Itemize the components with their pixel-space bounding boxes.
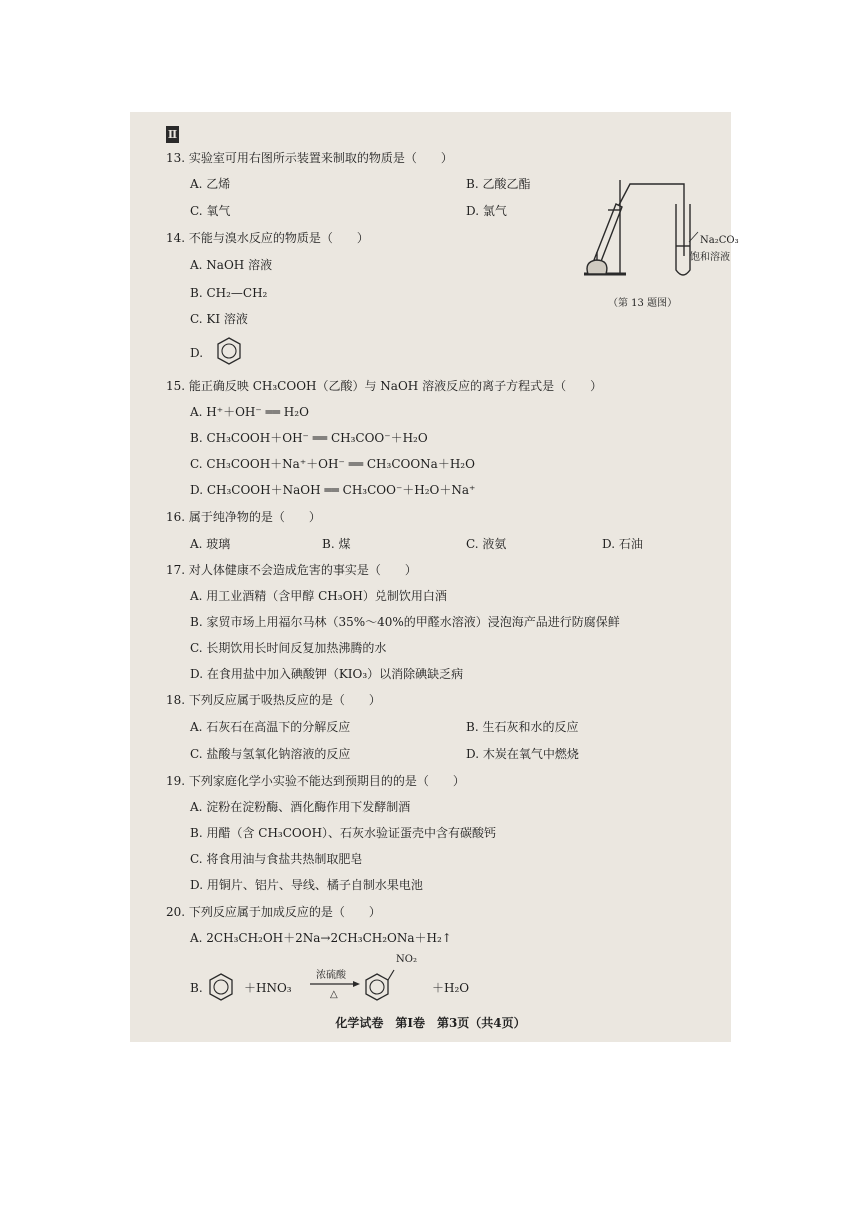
q19-option-a: A. 淀粉在淀粉酶、酒化酶作用下发酵制酒 (190, 800, 411, 814)
q17-option-d: D. 在食用盐中加入碘酸钾（KIO₃）以消除碘缺乏病 (190, 667, 464, 681)
q17-option-b: B. 家贸市场上用福尔马林（35%～40%的甲醛水溶液）浸泡海产品进行防腐保鲜 (190, 615, 620, 629)
figure-caption: （第 13 题图） (608, 298, 678, 309)
q14-option-b: B. CH₂—CH₂ (190, 286, 268, 300)
q19-stem: 19. 下列家庭化学小实验不能达到预期目的的是（ ） (166, 774, 465, 788)
q19-option-b: B. 用醋（含 CH₃COOH）、石灰水验证蛋壳中含有碳酸钙 (190, 826, 497, 840)
apparatus-figure (570, 174, 730, 284)
reaction-condition-top: 浓硫酸 (316, 970, 346, 981)
part-mark: Ⅱ (167, 128, 178, 141)
figure-label-na2co3: Na₂CO₃ (700, 235, 739, 246)
q16-option-d: D. 石油 (602, 537, 643, 551)
q15-option-a: A. H⁺＋OH⁻ ══ H₂O (190, 405, 309, 419)
figure-label-solution: 饱和溶液 (690, 252, 730, 263)
q18-option-d: D. 木炭在氧气中燃烧 (466, 747, 579, 761)
q16-option-b: B. 煤 (322, 537, 351, 551)
q14-stem: 14. 不能与溴水反应的物质是（ ） (166, 231, 369, 245)
q13-option-a: A. 乙烯 (190, 177, 231, 191)
benzene-ring-icon (216, 336, 242, 366)
q18-stem: 18. 下列反应属于吸热反应的是（ ） (166, 693, 381, 707)
q18-option-a: A. 石灰石在高温下的分解反应 (190, 720, 351, 734)
q17-option-a: A. 用工业酒精（含甲醇 CH₃OH）兑制饮用白酒 (190, 589, 447, 603)
q16-stem: 16. 属于纯净物的是（ ） (166, 510, 321, 524)
q15-stem: 15. 能正确反映 CH₃COOH（乙酸）与 NaOH 溶液反应的离子方程式是（ ） (166, 379, 603, 393)
benzene-reactant-icon (208, 972, 234, 1002)
q14-option-a: A. NaOH 溶液 (190, 258, 273, 272)
q18-option-b: B. 生石灰和水的反应 (466, 720, 579, 734)
q15-option-b: B. CH₃COOH＋OH⁻ ══ CH₃COO⁻＋H₂O (190, 431, 428, 445)
q19-option-d: D. 用铜片、铝片、导线、橘子自制水果电池 (190, 878, 423, 892)
q16-option-a: A. 玻璃 (190, 537, 231, 551)
q20-option-b-product: ＋H₂O (432, 981, 470, 995)
q13-option-c: C. 氧气 (190, 204, 231, 218)
q14-option-d: D. (190, 346, 204, 360)
q15-option-c: C. CH₃COOH＋Na⁺＋OH⁻ ══ CH₃COONa＋H₂O (190, 457, 475, 471)
q13-option-b: B. 乙酸乙酯 (466, 177, 531, 191)
reaction-arrow-icon (310, 980, 360, 988)
q20-option-a: A. 2CH₃CH₂OH＋2Na→2CH₃CH₂ONa＋H₂↑ (190, 931, 452, 945)
q20-option-b-reagent: ＋HNO₃ (244, 981, 292, 995)
exam-page (130, 112, 739, 1042)
page-footer: 化学试卷 第Ⅰ卷 第3页（共4页） (335, 1016, 526, 1030)
nitro-group-label: NO₂ (396, 954, 417, 965)
q18-option-c: C. 盐酸与氢氧化钠溶液的反应 (190, 747, 351, 761)
q13-stem: 13. 实验室可用右图所示装置来制取的物质是（ ） (166, 151, 453, 165)
q19-option-c: C. 将食用油与食盐共热制取肥皂 (190, 852, 363, 866)
q14-option-c: C. KI 溶液 (190, 312, 248, 326)
q17-option-c: C. 长期饮用长时间反复加热沸腾的水 (190, 641, 387, 655)
bleed-through (345, 184, 351, 205)
q20-stem: 20. 下列反应属于加成反应的是（ ） (166, 905, 381, 919)
q13-option-d: D. 氯气 (466, 204, 507, 218)
q16-option-c: C. 液氨 (466, 537, 507, 551)
q17-stem: 17. 对人体健康不会造成危害的事实是（ ） (166, 563, 417, 577)
q15-option-d: D. CH₃COOH＋NaOH ══ CH₃COO⁻＋H₂O＋Na⁺ (190, 483, 476, 497)
reaction-condition-bottom: △ (330, 989, 338, 1000)
q20-option-b-label: B. (190, 981, 203, 995)
